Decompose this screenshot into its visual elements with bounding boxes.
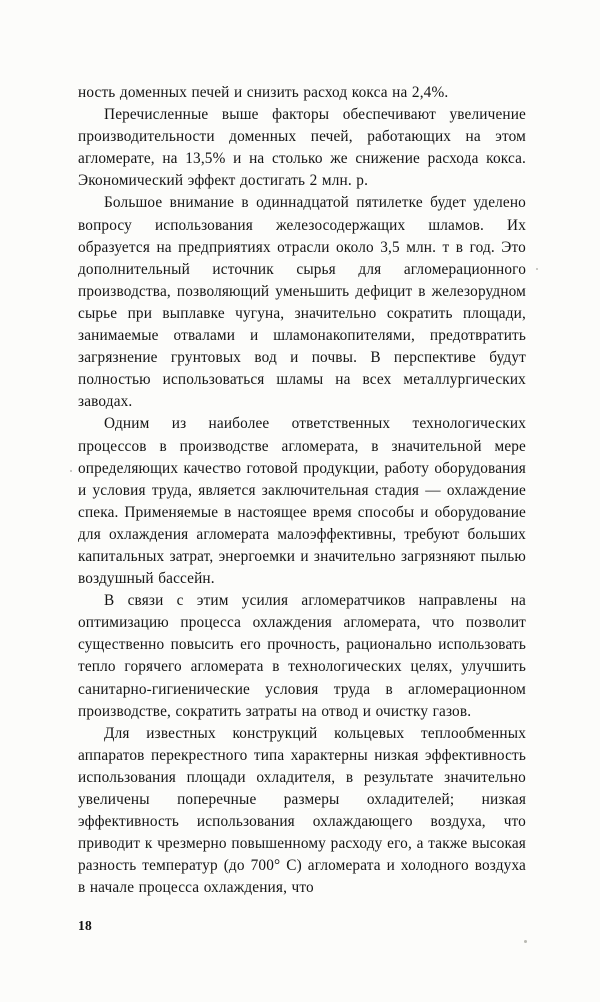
paragraph-1: ность доменных печей и снизить расход кокса на 2,4%.: [78, 84, 449, 101]
body-text: [78, 82, 526, 899]
scan-speck: [524, 940, 527, 943]
paragraph-5: В связи с этим усилия агломератчиков направлены на оптимизацию процесса охлаждения агломерата, что позволит существенно повысить его прочность, рационально использовать тепло горячего агломерата в технологических целях, улучшить санитарно-гигиенические условия труда в агломерационном производстве, сократить затраты на отвод и очистку газов.: [78, 592, 526, 720]
paragraph-6: Для известных конструкций кольцевых теплообменных аппаратов перекрестного типа характерны низкая эффективность использования площади охладителя, в результате значительно увеличены поперечные размеры охладителей; низкая эффективность использования охлаждающего воздуха, что приводит к чрезмерно повышенному расходу его, а также высокая разность температур (до 700° С) агломерата и холодного воздуха в начале процесса охлаждения, что: [78, 724, 526, 897]
scan-speck: [536, 268, 538, 270]
scan-speck: [70, 470, 72, 472]
paragraph-3: Большое внимание в одиннадцатой пятилетке будет уделено вопросу использования железосодержащих шламов. Их образуется на предприятиях отрасли около 3,5 млн. т в год. Это дополнительный источник сырья для агломерационного производства, позволяющий уменьшить дефицит в железорудном сырье при выплавке чугуна, значительно сократить площади, занимаемые отвалами и шламонакопителями, предотвратить загрязнение грунтовых вод и почвы. В перспективе будут полностью использоваться шламы на всех металлургических заводах.: [78, 194, 526, 411]
paragraph-4: Одним из наиболее ответственных технологических процессов в производстве агломерата, в значительной мере определяющих качество готовой продукции, работу оборудования и условия труда, является заключительная стадия — охлаждение спека. Применяемые в настоящее время способы и оборудование для охлаждения агломерата малоэффективны, требуют больших капитальных затрат, энергоемки и значительно загрязняют пылью воздушный бассейн.: [78, 415, 526, 588]
paragraph-2: Перечисленные выше факторы обеспечивают увеличение производительности доменных печей, работающих на этом агломерате, на 13,5% и на столько же снижение расхода кокса. Экономический эффект достигать 2 млн. р.: [78, 106, 526, 190]
page-number: 18: [78, 918, 93, 933]
